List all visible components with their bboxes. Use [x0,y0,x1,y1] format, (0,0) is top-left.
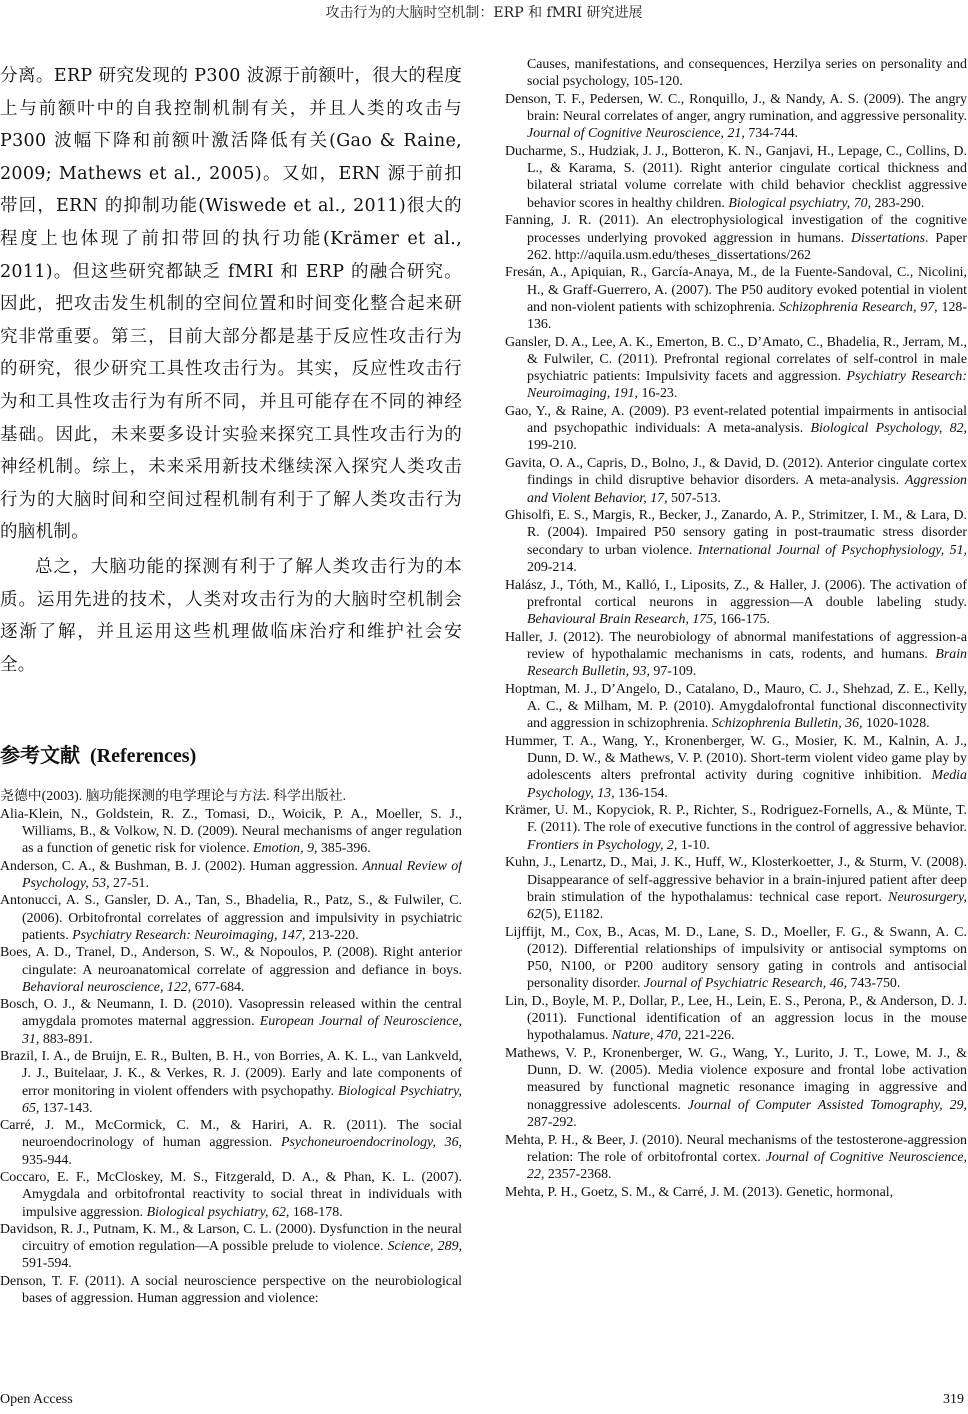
reference-journal: Neurosurgery, 62 [527,889,967,922]
reference-journal: Schizophrenia Research, 97, [778,299,938,315]
reference-journal: Behavioural Brain Research, 175, [527,612,717,627]
reference-text: Hoptman, M. J., D’Angelo, D., Catalano, D., Mauro, C. J., Shehzad, Z. E., Kelly, A. C., & Milham, M. P. (2010). Amygdalofrontal functional disconnectivity and aggression in schizophrenia. [505,681,967,732]
right-column [505,56,967,1201]
reference-item [505,802,967,854]
reference-text: Brazil, I. A., de Bruijn, E. R., Bulten, B. H., von Borries, A. K. L., van Lankveld, J. J., Buitelaar, J. K., & Verkes, R. J. (2009). Early and late components of error monitoring in violent offenders with psychopathy. [0,1049,462,1099]
reference-item [505,577,967,629]
reference-item [0,788,462,805]
reference-item [505,264,967,333]
reference-item [505,993,967,1045]
reference-item [505,56,967,90]
reference-journal: Journal of Psychiatric Research, 46, [643,976,848,992]
reference-item [0,858,462,892]
reference-journal: European Journal of Neuroscience, 31, [22,1014,462,1047]
reference-text: 尧德中(2003). 脑功能探测的电学理论与方法. 科学出版社. [0,789,347,805]
reference-text: Ghisolfi, E. S., Margis, R., Becker, J., Zanardo, A. P., Strimitzer, I. M., & Lara, D. R. (2004). Impaired P50 sensory gating in post-traumatic stress disorder secondary to urban violence. [505,508,967,558]
reference-text: Gao, Y., & Raine, A. (2009). P3 event-related potential impairments in antisocial and psychopathic individuals: A meta-analysis. [505,404,967,437]
reference-pages: 209-214. [527,559,577,575]
reference-journal: Nature, 470, [611,1028,682,1044]
body-paragraph-1: 分离。ERP 研究发现的 P300 波源于前额叶，很大的程度上与前额叶中的自我控制机制有关，并且人类的攻击与 P300 波幅下降和前额叶激活降低有关(Gao & Raine, 2009; Mathews et al., 2005)。又如，ERN 源于前扣带回，ERN 的抑制功能(Wiswede et al., 2011)很大的程度上也体现了前扣带回的执行功能(Krämer et al., 2011)。但这些研究都缺乏 fMRI 和 ERP 的融合研究。因此，把攻击发生机制的空间位置和时间变化整合起来研究非常重要。第三，目前大部分都是基于反应性攻击行为的研究，很少研究工具性攻击行为。其实，反应性攻击行为和工具性攻击行为有所不同，并且可能存在不同的神经基础。因此，未来要多设计实验来探究工具性攻击行为的神经机制。综上，未来采用新技术继续深入探究人类攻击行为的大脑时间和空间过程机制有利于了解人类攻击行为的脑机制。 [0,66,462,543]
reference-pages: 283-290. [871,195,925,211]
reference-text: Fresán, A., Apiquian, R., García-Anaya, M., de la Fuente-Sandoval, C., Nicolini, H., & Graff-Guerrero, A. (2007). The P50 auditory evoked potential in violent and non-violent patients with schizophrenia. [505,265,967,315]
reference-item [505,854,967,923]
reference-text: Mehta, P. H., & Beer, J. (2010). Neural mechanisms of the testosterone-aggression relation: The role of orbitofrontal cortex. [505,1132,967,1165]
reference-journal: Psychoneuroendocrinology, 36, [280,1135,462,1151]
reference-list-left [0,788,462,1307]
reference-journal: Science, 289, [387,1239,462,1255]
reference-text: Gavita, O. A., Capris, D., Bolno, J., & David, D. (2012). Anterior cingulate cortex findings in child disruptive behavior disorders. A meta-analysis. [505,456,967,489]
reference-item [505,455,967,507]
reference-item [505,924,967,993]
reference-journal: International Journal of Psychophysiology, 51, [697,542,967,558]
reference-text: Kuhn, J., Lenartz, D., Mai, J. K., Huff, W., Klosterkoetter, J., & Sturm, V. (2008). Disappearance of self-aggressive behavior in a brain-injured patient after deep brain stimulation of the hypothalamus: technical case report. [505,855,967,905]
reference-pages: 883-891. [39,1031,93,1047]
references-heading [0,739,462,768]
reference-journal: Schizophrenia Bulletin, 36, [711,716,863,732]
reference-item [0,996,462,1048]
reference-pages: 16-23. [638,386,678,402]
page-number: 319 [943,1392,964,1407]
reference-text: Hummer, T. A., Wang, Y., Kronenberger, W. G., Mosier, K. M., Kalnin, A. J., Dunn, D. W., & Mathews, V. P. (2010). Short-term violent video game play by adolescents alters prefrontal activity during cognitive inhibition. [505,733,967,784]
reference-text: Carré, J. M., McCormick, C. M., & Hariri, A. R. (2011). The social neuroendocrinology of human aggression. [0,1118,462,1151]
reference-text: Alia-Klein, N., Goldstein, R. Z., Tomasi, D., Woicik, P. A., Moeller, S. J., Williams, B., & Volkow, N. D. (2009). Neural mechanisms of anger regulation as a function of genetic risk for violence. [0,806,462,857]
reference-item [0,944,462,996]
reference-text: Fanning, J. R. (2011). An electrophysiological investigation of the cognitive processes underlying provoked aggression in humans. [505,213,967,246]
reference-item [505,143,967,212]
reference-pages: 97-109. [649,664,697,680]
reference-text: Antonucci, A. S., Gansler, D. A., Tan, S., Bhadelia, R., Patz, S., & Fulwiler, C. (2006). Orbitofrontal correlates of aggression and impulsivity in psychiatric patients. [0,893,462,943]
reference-item [505,1045,967,1131]
reference-text: Boes, A. D., Tranel, D., Anderson, S. W., & Nopoulos, P. (2008). Right anterior cingulate: A neuroanatomical correlate of aggression and defiance in boys. [0,945,462,978]
running-header: 攻击行为的大脑时空机制：ERP 和 fMRI 研究进展 [325,5,643,21]
reference-text: Coccaro, E. F., McCloskey, M. S., Fitzgerald, D. A., & Phan, K. L. (2007). Amygdala and orbitofrontal reactivity to social threat in individuals with impulsive aggression. [0,1170,462,1220]
reference-pages: 168-178. [289,1204,343,1220]
reference-pages: 385-396. [317,841,371,857]
reference-list-right [505,56,967,1201]
reference-pages: 287-292. [527,1114,577,1130]
reference-pages: 199-210. [527,438,577,454]
reference-journal: Biological Psychology, 82, [810,421,967,437]
references-heading-cn: 参考文献 [0,743,80,768]
reference-pages: 677-684. [191,979,245,995]
reference-text: Causes, manifestations, and consequences, Herzilya series on personality and social psychology, 105-120. [527,57,967,90]
reference-journal: Aggression and Violent Behavior, 17, [527,473,967,506]
reference-pages: 27-51. [109,875,149,891]
reference-item [505,212,967,264]
reference-text: Gansler, D. A., Lee, A. K., Emerton, B. C., D’Amato, C., Bhadelia, R., Jerram, M., & Fulwiler, C. (2011). Prefrontal regional correlates of self-control in male psychiatric patients: Impulsivity facets and aggression. [505,334,967,385]
reference-journal: Behavioral neuroscience, 122, [22,979,192,995]
reference-item [505,1132,967,1184]
reference-journal: Journal of Cognitive Neuroscience, 21, [527,126,745,142]
reference-journal: Annual Review of Psychology, 53, [22,858,462,891]
reference-journal: Dissertations [850,230,926,246]
reference-journal: Emotion, 9, [253,841,318,857]
reference-item [505,334,967,403]
reference-pages: . Paper 262. http://aquila.usm.edu/theses_dissertations/262 [527,230,967,263]
reference-item [505,403,967,455]
reference-journal: Journal of Computer Assisted Tomography, 29, [687,1097,967,1113]
reference-journal: Journal of Cognitive Neuroscience, 22, [527,1149,967,1182]
footer-open-access: Open Access [0,1392,73,1407]
reference-text: Halász, J., Tóth, M., Kalló, I., Liposits, Z., & Haller, J. (2006). The activation of prefrontal cortical neurons in aggression—A double labeling study. [505,577,967,610]
reference-journal: Psychiatry Research: Neuroimaging, 191, [527,369,967,402]
reference-journal: Psychiatry Research: Neuroimaging, 147, [72,927,306,943]
reference-item [0,1048,462,1117]
reference-item [0,1221,462,1273]
body-paragraph-2: 总之，大脑功能的探测有利于了解人类攻击行为的本质。运用先进的技术，人类对攻击行为的大脑时空机制会逐渐了解，并且运用这些机理做临床治疗和维护社会安全。 [0,556,462,675]
reference-text: Krämer, U. M., Kopyciok, R. P., Richter, S., Rodriguez-Fornells, A., & Münte, T. F. (2011). The role of executive functions in the control of aggressive behavior. [505,803,967,836]
reference-pages: (5), E1182. [540,906,604,922]
reference-text: Denson, T. F., Pedersen, W. C., Ronquillo, J., & Nandy, A. S. (2009). The angry brain: Neural correlates of anger, angry rumination, and aggressive personality. [505,91,967,125]
reference-pages: 2357-2368. [544,1167,612,1182]
reference-journal: Brain Research Bulletin, 93, [527,646,967,680]
reference-text: Mathews, V. P., Kronenberger, W. G., Wang, Y., Lurito, J. T., Lowe, M. J., & Dunn, D. W. (2005). Media violence exposure and frontal lobe activation measured by functional magnetic resonance imaging in aggressive and nonaggressive adolescents. [505,1046,967,1113]
reference-text: Haller, J. (2012). The neurobiology of abnormal manifestations of aggression-a review of hypothalamic mechanisms in cats, rodents, and humans. [505,629,967,662]
reference-item [0,1117,462,1169]
reference-pages: 935-944. [22,1152,72,1168]
reference-text: Mehta, P. H., Goetz, S. M., & Carré, J. M. (2013). Genetic, hormonal, [505,1184,894,1200]
reference-item [505,1184,967,1201]
reference-pages: 1-10. [677,837,710,853]
reference-item [505,681,967,733]
reference-pages: 128-136. [527,299,967,333]
reference-text: Lin, D., Boyle, M. P., Dollar, P., Lee, H., Lein, E. S., Perona, P., & Anderson, D. J. (2011). Functional identification of an aggression locus in the mouse hypothalamus. [505,993,967,1044]
reference-item [505,733,967,802]
reference-item [505,629,967,681]
reference-journal: Frontiers in Psychology, 2, [527,837,678,853]
reference-pages: 1020-1028. [862,716,930,732]
reference-pages: 136-154. [614,785,668,801]
left-column [0,60,462,1308]
reference-text: Davidson, R. J., Putnam, K. M., & Larson, C. L. (2000). Dysfunction in the neural circuitry of emotion regulation—A possible prelude to violence. [0,1222,462,1255]
reference-journal: Biological Psychiatry, 65, [22,1083,462,1116]
reference-text: Ducharme, S., Hudziak, J. J., Botteron, K. N., Ganjavi, H., Lepage, C., Collins, D. L., & Karama, S. (2011). Right anterior cingulate cortical thickness and bilateral striatal volume correlate with child behavior checklist aggressive behavior scores in healthy children. [505,144,967,211]
reference-pages: 743-750. [847,976,901,992]
reference-pages: 507-513. [667,490,721,506]
reference-pages: 137-143. [39,1100,93,1116]
reference-item [505,507,967,576]
reference-item [0,1273,462,1307]
reference-item [0,1169,462,1221]
reference-item [505,91,967,143]
reference-journal: Biological psychiatry, 70, [728,195,872,211]
reference-pages: 221-226. [681,1028,735,1044]
reference-pages: 166-175. [716,612,770,627]
reference-text: Lijffijt, M., Cox, B., Acas, M. D., Lane, S. D., Moeller, F. G., & Swann, A. C. (2012). Differential relationships of impulsivity or antisocial symptoms on P50, N100, or P200 auditory sensory gating in controls and antisocial personality disorder. [505,924,967,992]
reference-journal: Media Psychology, 13, [527,768,967,801]
reference-text: Denson, T. F. (2011). A social neuroscience perspective on the neurobiological bases of aggression. Human aggression and violence: [0,1273,462,1307]
reference-item [0,892,462,944]
reference-pages: 213-220. [305,927,359,943]
reference-pages: 734-744. [744,126,799,142]
reference-text: Anderson, C. A., & Bushman, B. J. (2002). Human aggression. [0,858,363,874]
reference-pages: 591-594. [22,1256,72,1272]
reference-journal: Biological psychiatry, 62, [146,1204,290,1220]
references-heading-en: (References) [90,745,197,768]
reference-item [0,806,462,858]
reference-text: Bosch, O. J., & Neumann, I. D. (2010). Vasopressin released within the central amygdala promotes maternal aggression. [0,997,462,1030]
